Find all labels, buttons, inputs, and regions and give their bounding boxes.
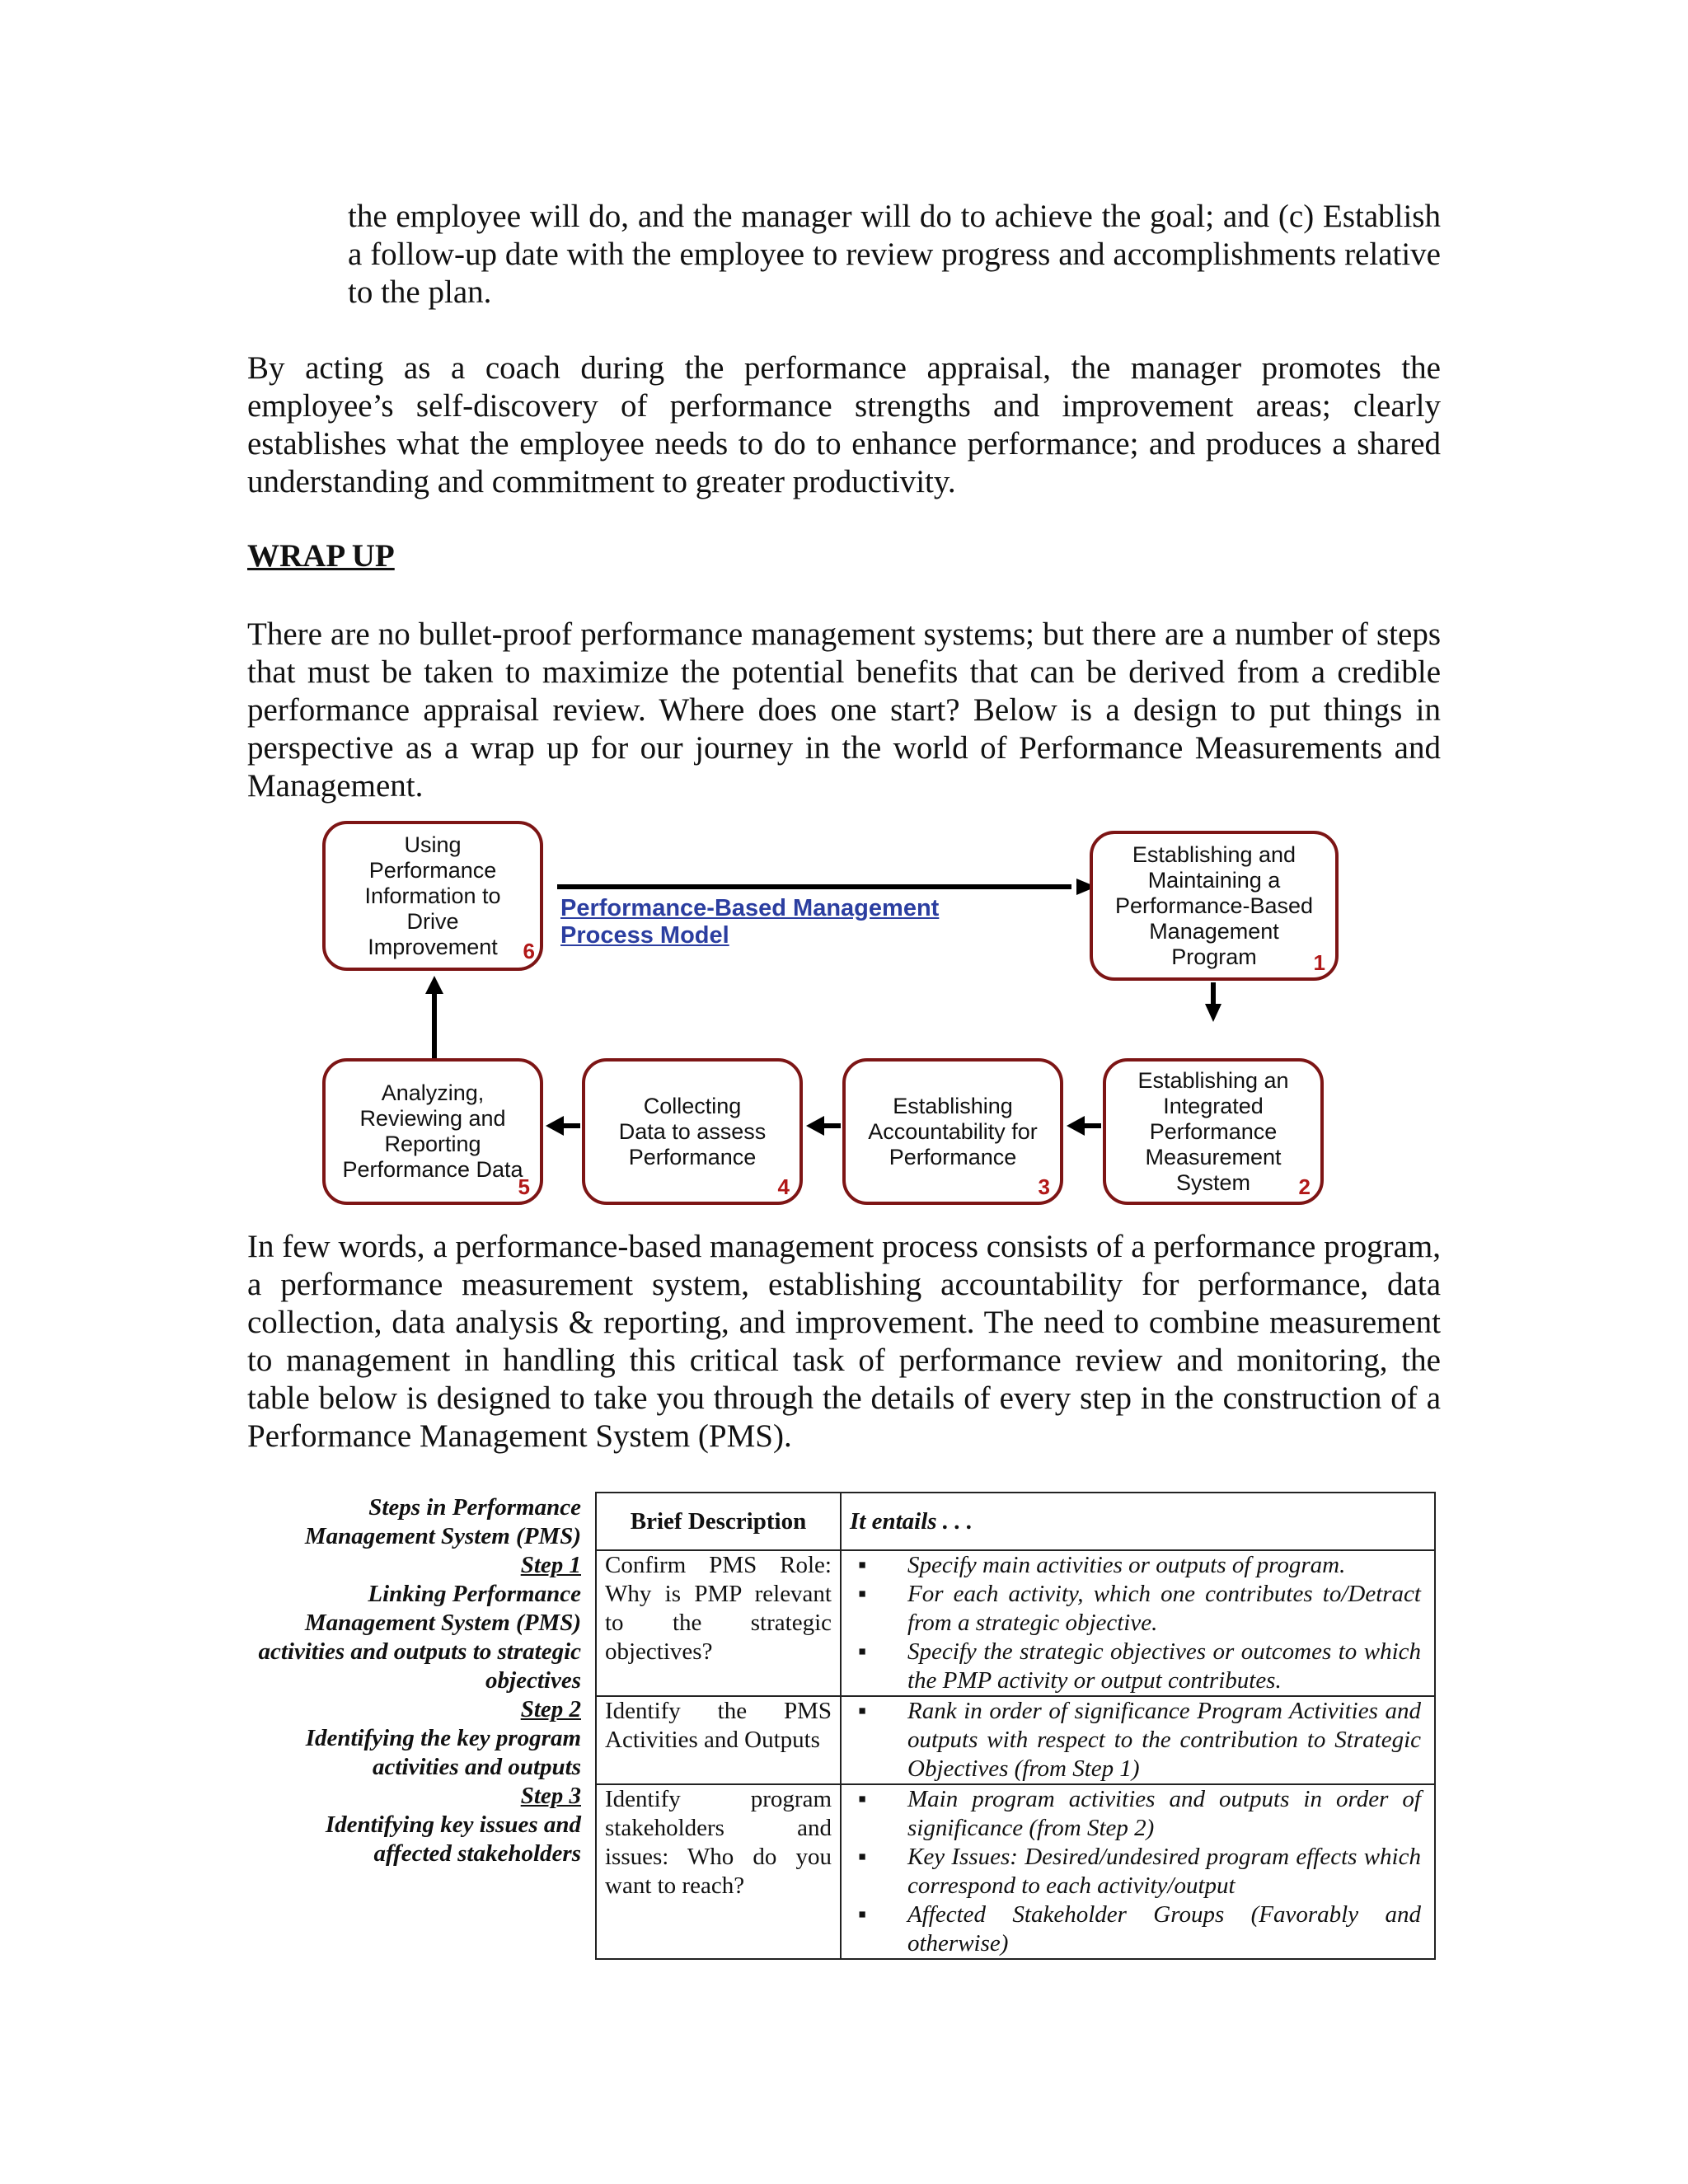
- process-step-3-box: [842, 1058, 1063, 1205]
- process-step-4-box: [582, 1058, 803, 1205]
- process-step-2-box: [1103, 1058, 1324, 1205]
- row-2-entails: [841, 1696, 1435, 1784]
- process-step-2-number: 2: [1298, 1174, 1311, 1199]
- arrowhead-3-to-4: [806, 1116, 824, 1136]
- process-step-1-box: [1090, 831, 1339, 981]
- paragraph-continuation: the employee will do, and the manager will do to achieve the goal; and (c) Establish a follow-up date with the employee to review progress and accomplishments relative to the plan.: [348, 199, 1441, 310]
- process-step-4-text: Collecting Data to assess Performance: [618, 1093, 767, 1169]
- header-brief-description: Brief Description: [596, 1493, 841, 1550]
- row-3-description: Identify program stakeholders and issues: Who do you want to reach?: [596, 1784, 841, 1959]
- paragraph-summary: In few words, a performance-based management process consists of a performance program, a performance measurement system, establishing accountability for performance, data collection, data analysis & reporting, and improvement. The need to combine measurement to management in handling this critical task of performance review and monitoring, the table below is designed to take you through the details of every step in the construction of a Performance Management System (PMS).: [247, 1229, 1441, 1454]
- list-item: ▪ Specify main activities or outputs of program.: [907, 1551, 1421, 1580]
- process-step-3-text: Establishing Accountability for Performance: [868, 1093, 1038, 1169]
- steps-column: [247, 1493, 581, 1868]
- process-step-5-text: Analyzing, Reviewing and Reporting Performance Data: [342, 1080, 523, 1182]
- step-2-title: Identifying the key program activities and outputs: [305, 1725, 581, 1780]
- row-3-entails: [841, 1784, 1435, 1959]
- process-step-2-text: Establishing an Integrated Performance Measurement System: [1137, 1067, 1289, 1195]
- step-2-label: Step 2: [520, 1696, 581, 1722]
- process-step-1-text: Establishing and Maintaining a Performance-Based Management Program: [1114, 841, 1314, 969]
- process-step-6-box: [322, 821, 543, 971]
- step-1-label: Step 1: [520, 1552, 581, 1578]
- paragraph-coach: By acting as a coach during the performance appraisal, the manager promotes the employee’s self-discovery of performance strengths and improvement areas; clearly establishes what the employee needs to do to enhance performance; and produces a shared understanding and commitment to greater productivity.: [247, 350, 1441, 499]
- process-step-1-number: 1: [1313, 950, 1325, 975]
- step-3-title: Identifying key issues and affected stakeholders: [325, 1811, 581, 1867]
- arrowhead-1-to-2: [1205, 1004, 1221, 1022]
- process-step-6-number: 6: [523, 939, 535, 963]
- table-row: [596, 1696, 1435, 1784]
- list-item: ▪ For each activity, which one contributes to/Detract from a strategic objective.: [907, 1580, 1421, 1638]
- step-3-label: Step 3: [520, 1783, 581, 1809]
- arrowhead-4-to-5: [546, 1116, 564, 1136]
- row-2-description: Identify the PMS Activities and Outputs: [596, 1696, 841, 1784]
- list-item: ▪ Key Issues: Desired/undesired program effects which correspond to each activity/output: [907, 1843, 1421, 1900]
- row-1-description: Confirm PMS Role: Why is PMP relevant to the strategic objectives?: [596, 1550, 841, 1696]
- section-heading: WRAP UP: [247, 538, 395, 574]
- process-model-title: Performance-Based Management Process Model: [560, 895, 940, 949]
- arrowhead-2-to-3: [1067, 1116, 1085, 1136]
- list-item: ▪ Specify the strategic objectives or outcomes to which the PMP activity or output contributes.: [907, 1638, 1421, 1695]
- table-row: [596, 1550, 1435, 1696]
- row-1-entails: [841, 1550, 1435, 1696]
- process-model-diagram: [247, 814, 1441, 1212]
- list-item: ▪ Affected Stakeholder Groups (Favorably and otherwise): [907, 1900, 1421, 1958]
- steps-header: Steps in Performance Management System (PMS): [304, 1494, 581, 1549]
- table-row: [596, 1784, 1435, 1959]
- table-header-row: [596, 1493, 1435, 1550]
- header-it-entails: It entails . . .: [841, 1493, 1435, 1550]
- process-step-6-text: Using Performance Information to Drive Improvement: [364, 832, 501, 959]
- arrowhead-5-to-6: [425, 976, 443, 994]
- list-item: ▪ Main program activities and outputs in order of significance (from Step 2): [907, 1785, 1421, 1843]
- process-step-5-number: 5: [518, 1174, 530, 1199]
- process-step-4-number: 4: [777, 1174, 790, 1199]
- process-step-5-box: [322, 1058, 543, 1205]
- paragraph-intro: There are no bullet-proof performance management systems; but there are a number of steps that must be taken to maximize the potential benefits that can be derived from a credible performance appraisal review. Where does one start? Below is a design to put things in perspective as a wrap up for our journey in the world of Performance Measurements and Management.: [247, 616, 1441, 804]
- pms-table: [595, 1492, 1436, 1960]
- process-step-3-number: 3: [1038, 1174, 1050, 1199]
- step-1-title: Linking Performance Management System (PMS) activities and outputs to strategic objectives: [258, 1581, 581, 1694]
- list-item: ▪ Rank in order of significance Program Activities and outputs with respect to the contribution to Strategic Objectives (from Step 1): [907, 1697, 1421, 1783]
